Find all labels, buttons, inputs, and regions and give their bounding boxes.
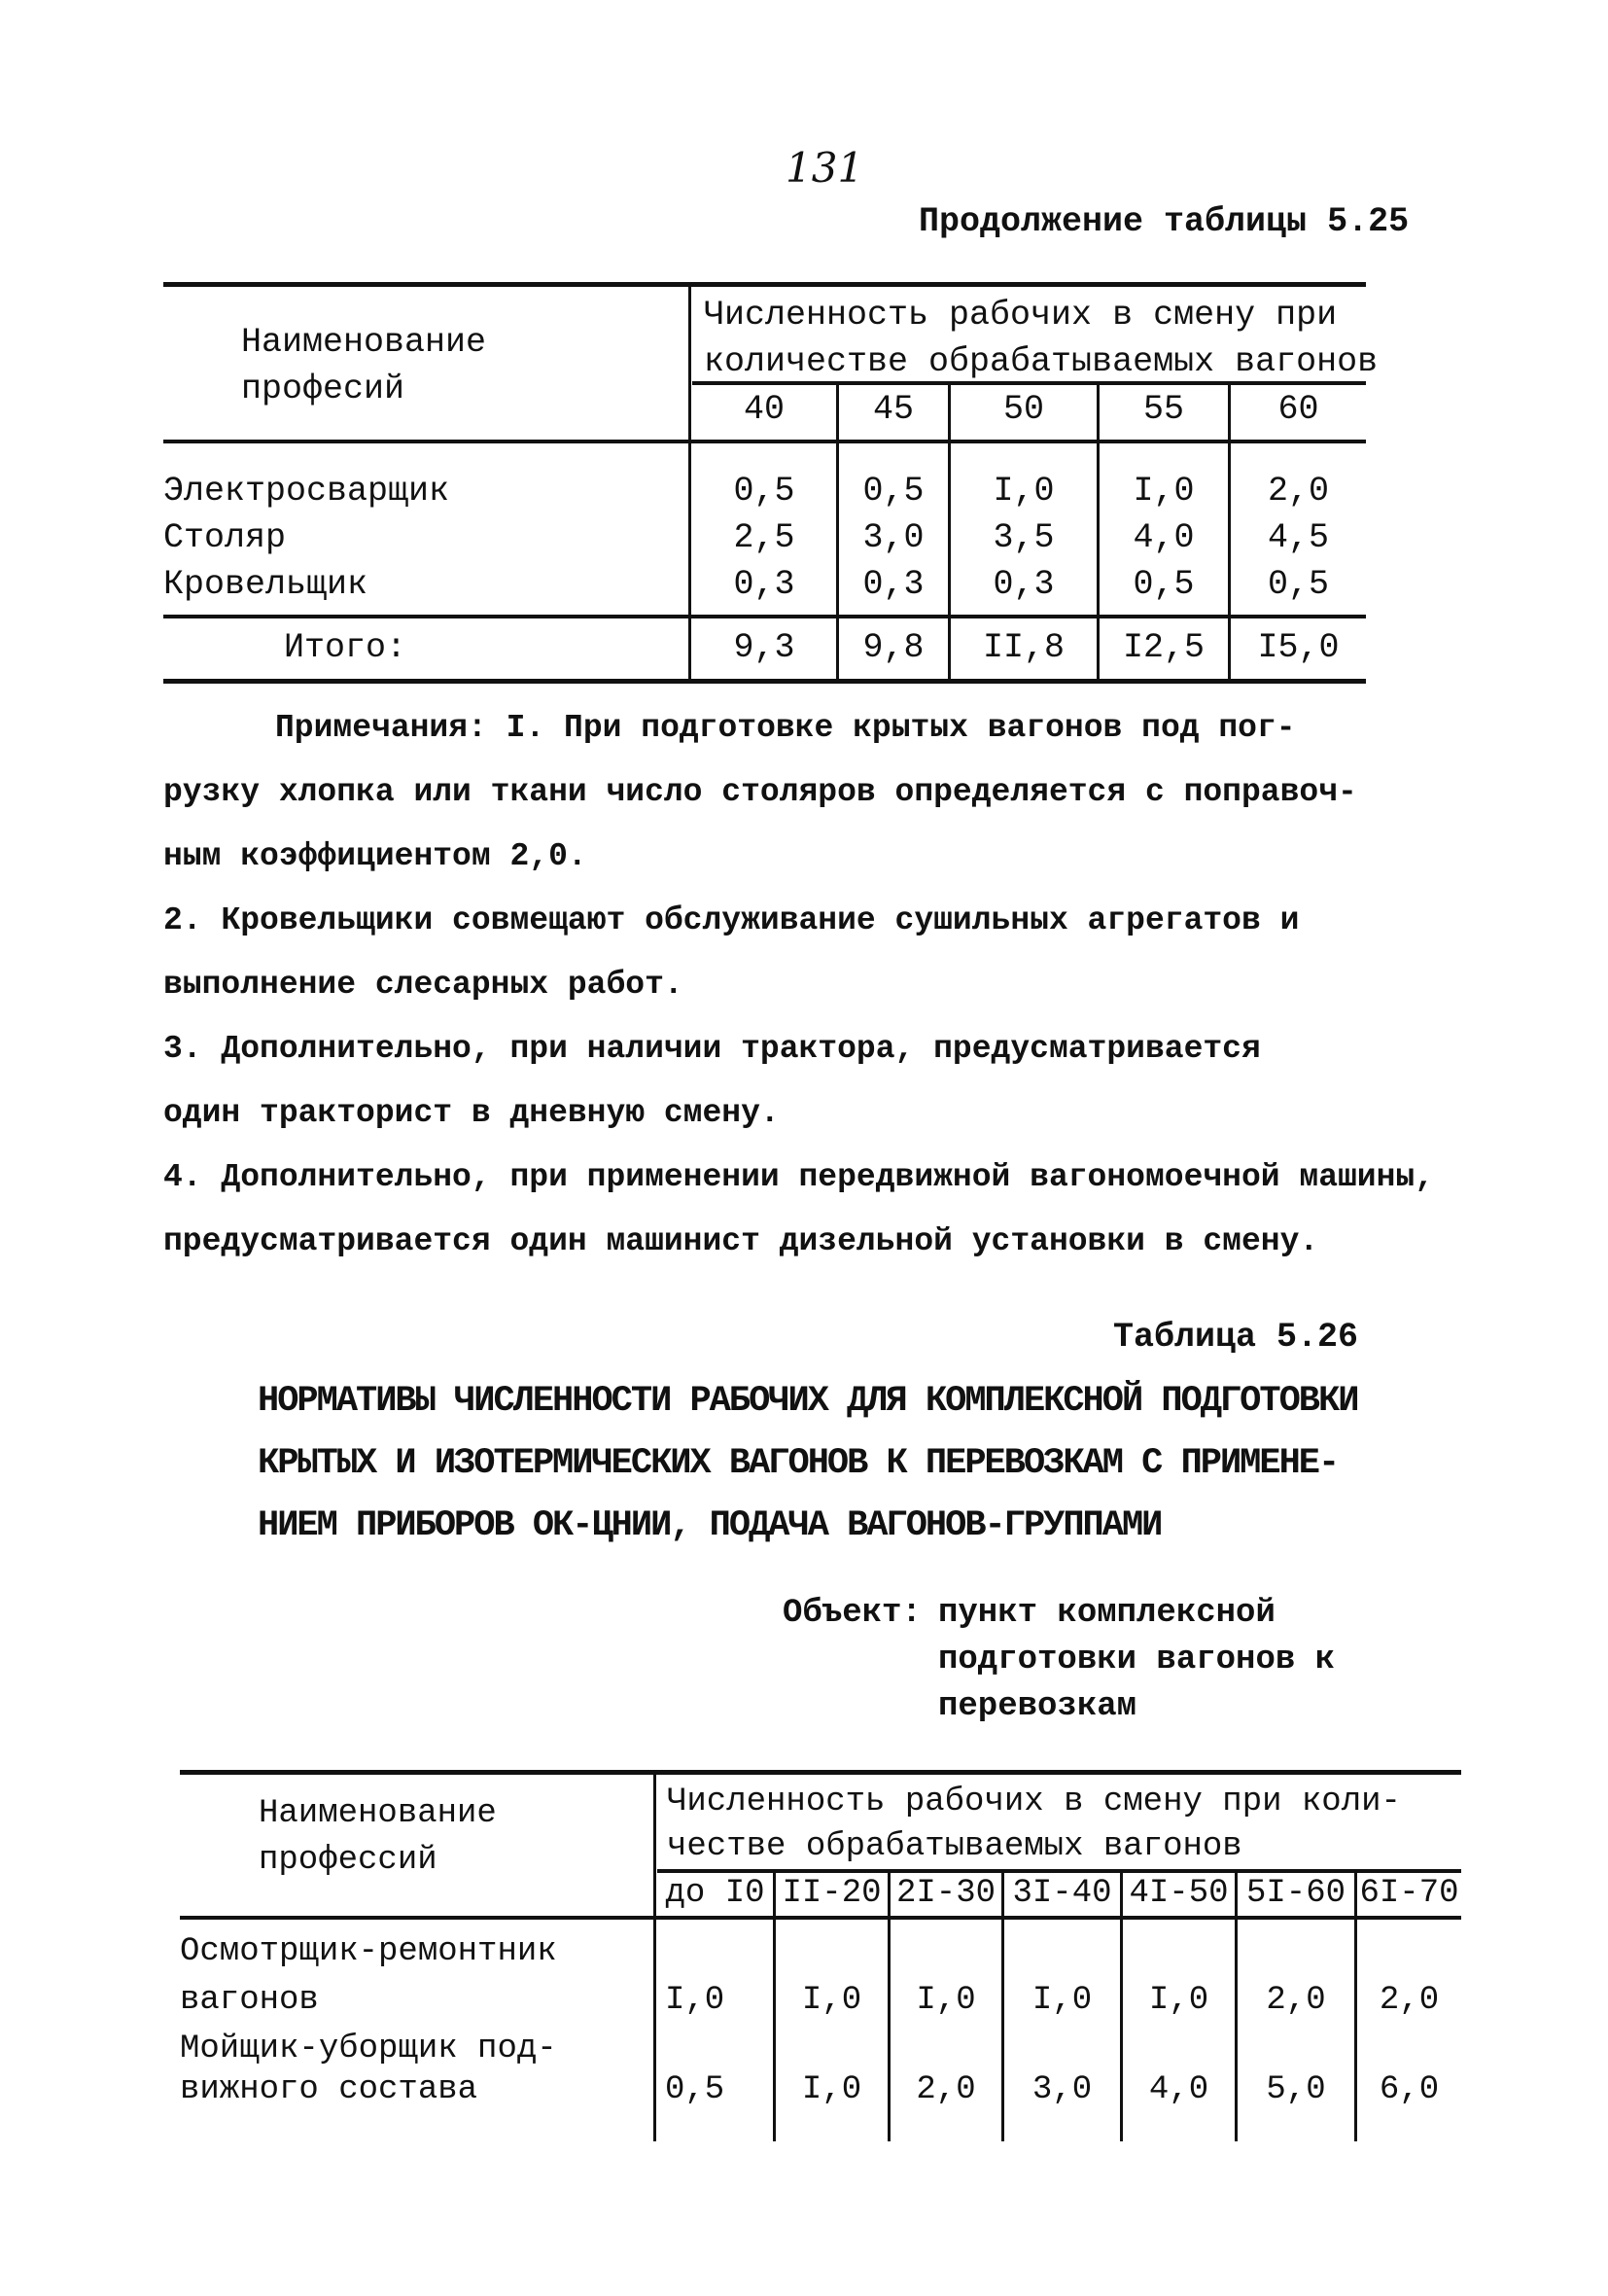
cell-value: 0,5 — [862, 472, 925, 511]
table-5-26-title-line-2: КРЫТЫХ И ИЗОТЕРМИЧЕСКИХ ВАГОНОВ К ПЕРЕВОЗКАМ С ПРИМЕНЕ- — [258, 1443, 1339, 1484]
profession-name: Столяр — [163, 518, 287, 557]
profession-name: Мойщик-уборщик под- — [180, 2031, 557, 2067]
wagon-count-40: 40 — [743, 390, 785, 429]
note-3-line-1: 3. Дополнительно, при наличии трактора, предусматривается — [163, 1031, 1261, 1067]
cell-value: 0,5 — [665, 2071, 725, 2108]
cell-value: I,0 — [665, 1982, 725, 2019]
col-profession-line-2: професий — [241, 370, 405, 408]
cell-value: 2,5 — [733, 518, 795, 557]
wagon-count-60: 60 — [1277, 390, 1319, 429]
note-4-line-1: 4. Дополнительно, при применении передвижной вагономоечной машины, — [163, 1159, 1435, 1195]
wagon-count-50: 50 — [1002, 390, 1044, 429]
cell-value: 4,0 — [1133, 518, 1195, 557]
profession-name: вижного состава — [180, 2071, 478, 2108]
wagon-range: II-20 — [782, 1875, 882, 1912]
workers-header-line-1: Численность рабочих в смену при коли- — [667, 1784, 1401, 1820]
profession-name: Осмотрщик-ремонтник — [180, 1933, 557, 1970]
wagon-range: 4I-50 — [1129, 1875, 1229, 1912]
wagon-range: 6I-70 — [1359, 1875, 1459, 1912]
object-label: Объект: — [783, 1595, 922, 1632]
note-3-line-2: один тракторист в дневную смену. — [163, 1095, 780, 1131]
profession-name: Электросварщик — [163, 472, 450, 511]
cell-value: 4,5 — [1267, 518, 1329, 557]
cell-value: 0,5 — [733, 472, 795, 511]
note-1-line-1: Примечания: I. При подготовке крытых вагонов под пог- — [275, 710, 1296, 746]
wagon-count-45: 45 — [872, 390, 914, 429]
cell-value: 0,3 — [733, 565, 795, 604]
cell-value: 0,5 — [1133, 565, 1195, 604]
profession-name: вагонов — [180, 1982, 319, 2019]
wagon-range: 2I-30 — [895, 1875, 996, 1912]
workers-header-line-1: Численность рабочих в смену при — [704, 296, 1338, 335]
col-profession-line-1: Наименование — [259, 1795, 497, 1832]
cell-value: 3,0 — [1031, 2071, 1093, 2108]
page-number: 131 — [786, 144, 864, 192]
note-1-line-3: ным коэффициентом 2,0. — [163, 838, 587, 874]
table-5-26-title-line-1: НОРМАТИВЫ ЧИСЛЕННОСТИ РАБОЧИХ ДЛЯ КОМПЛЕКСНОЙ ПОДГОТОВКИ — [258, 1381, 1358, 1422]
note-2-line-2: выполнение слесарных работ. — [163, 967, 683, 1003]
cell-value: I,0 — [1133, 472, 1195, 511]
total-value: II,8 — [982, 628, 1065, 667]
table-5-26-label: Таблица 5.26 — [1113, 1318, 1359, 1357]
cell-value: 2,0 — [1379, 1982, 1440, 2019]
cell-value: 2,0 — [916, 2071, 976, 2108]
note-1-line-2: рузку хлопка или ткани число столяров определяется с поправоч- — [163, 774, 1357, 810]
total-label: Итого: — [284, 628, 407, 667]
wagon-count-55: 55 — [1142, 390, 1184, 429]
col-profession-line-1: Наименование — [241, 323, 487, 362]
cell-value: 0,3 — [862, 565, 925, 604]
cell-value: 3,0 — [862, 518, 925, 557]
total-value: I2,5 — [1122, 628, 1205, 667]
profession-name: Кровельщик — [163, 565, 368, 604]
note-4-line-2: предусматривается один машинист дизельной установки в смену. — [163, 1223, 1319, 1259]
cell-value: 0,3 — [993, 565, 1055, 604]
cell-value: 4,0 — [1148, 2071, 1209, 2108]
object-text-line-3: перевозкам — [938, 1688, 1137, 1725]
cell-value: 6,0 — [1379, 2071, 1440, 2108]
col-profession-line-2: профессий — [259, 1842, 437, 1879]
cell-value: 2,0 — [1266, 1982, 1326, 2019]
wagon-range: 3I-40 — [1012, 1875, 1112, 1912]
table-5-26-title-line-3: НИЕМ ПРИБОРОВ ОК-ЦНИИ, ПОДАЧА ВАГОНОВ-ГРУППАМИ — [258, 1505, 1162, 1546]
wagon-range: до I0 — [665, 1875, 765, 1912]
workers-header-line-2: честве обрабатываемых вагонов — [667, 1828, 1242, 1865]
cell-value: I,0 — [801, 1982, 862, 2019]
cell-value: I,0 — [916, 1982, 976, 2019]
cell-value: 3,5 — [993, 518, 1055, 557]
workers-header-line-2: количестве обрабатываемых вагонов — [704, 342, 1379, 381]
cell-value: I,0 — [993, 472, 1055, 511]
object-text-line-1: пункт комплексной — [938, 1595, 1276, 1632]
cell-value: 5,0 — [1266, 2071, 1326, 2108]
object-text-line-2: подготовки вагонов к — [938, 1642, 1336, 1678]
total-value: 9,3 — [733, 628, 795, 667]
total-value: I5,0 — [1257, 628, 1340, 667]
wagon-range: 5I-60 — [1245, 1875, 1346, 1912]
cell-value: 2,0 — [1267, 472, 1329, 511]
note-2-line-1: 2. Кровельщики совмещают обслуживание сушильных агрегатов и — [163, 902, 1300, 938]
continuation-label: Продолжение таблицы 5.25 — [919, 202, 1410, 241]
cell-value: I,0 — [1031, 1982, 1093, 2019]
cell-value: I,0 — [1148, 1982, 1209, 2019]
cell-value: 0,5 — [1267, 565, 1329, 604]
total-value: 9,8 — [862, 628, 925, 667]
cell-value: I,0 — [801, 2071, 862, 2108]
